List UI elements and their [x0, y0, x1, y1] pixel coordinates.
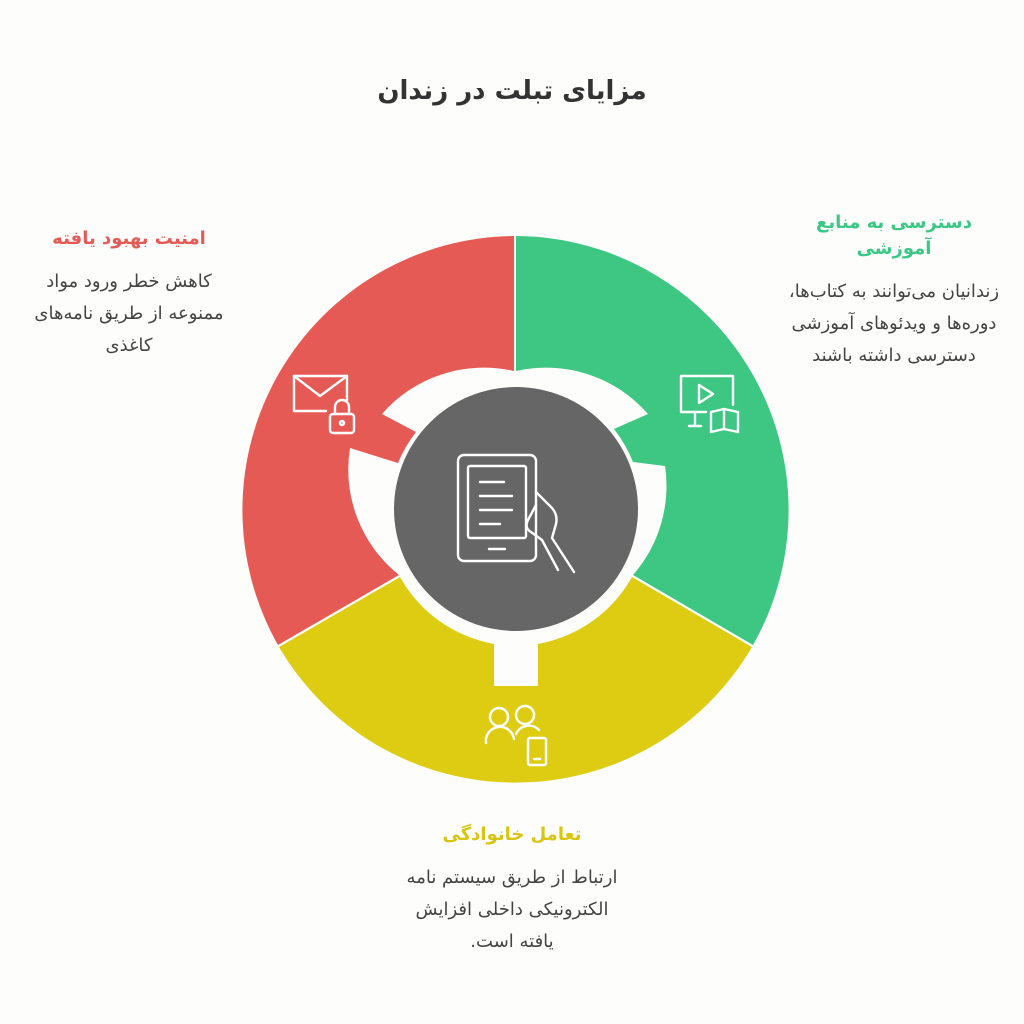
- segment-security-description: کاهش خطر ورود مواد ممنوعه از طریق نامه‌های کاغذی: [34, 271, 224, 356]
- segment-education-heading: دسترسی به منابع آموزشی: [816, 212, 972, 259]
- segment-security-heading: امنیت بهبود یافته: [52, 228, 206, 249]
- hub-circle: [394, 387, 638, 631]
- segment-family-description: ارتباط از طریق سیستم نامه الکترونیکی داخلی افزایش یافته است.: [406, 867, 618, 952]
- segment-family-heading: تعامل خانوادگی: [442, 824, 582, 845]
- segment-education-description: زندانیان می‌توانند به کتاب‌ها، دوره‌ها و ویدئوهای آموزشی دسترسی داشته باشند: [788, 281, 1000, 366]
- segment-security-text: [18, 226, 240, 362]
- page-title: مزایای تبلت در زندان: [377, 76, 647, 106]
- segment-education-text: [788, 210, 1000, 372]
- segment-family-text: [400, 822, 624, 958]
